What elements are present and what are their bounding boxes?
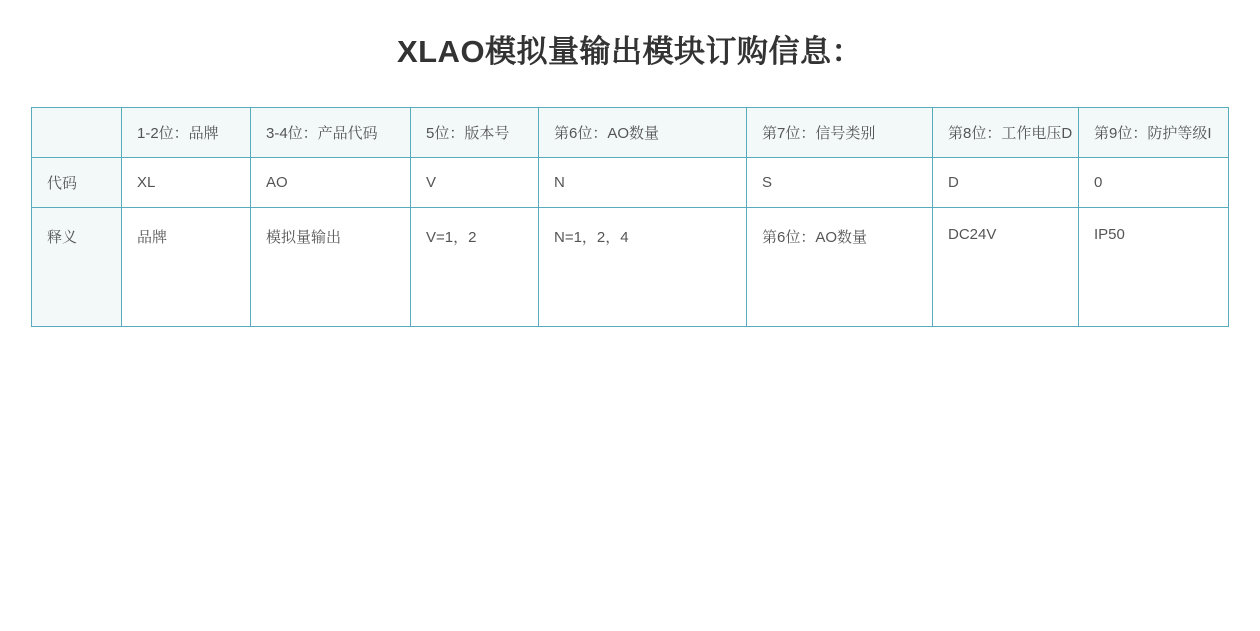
row-label-code: 代码: [32, 158, 122, 208]
table-row-meaning: [32, 208, 1229, 327]
header-cell-empty: [32, 108, 122, 158]
header-cell-version: 5位：版本号: [411, 108, 539, 158]
meaning-cell-version: V=1，2: [411, 208, 539, 327]
meaning-cell-signal-type: 第6位：AO数量: [747, 208, 933, 327]
header-cell-ao-count: 第6位：AO数量: [539, 108, 747, 158]
code-cell-version: V: [411, 158, 539, 208]
page-title: XLAO模拟量输出模块订购信息：: [396, 34, 864, 69]
table-header-row: [32, 108, 1229, 158]
meaning-cell-product-code: 模拟量输出: [251, 208, 411, 327]
meaning-cell-voltage: DC24V: [933, 208, 1079, 327]
table-row-code: [32, 158, 1229, 208]
code-cell-voltage: D: [933, 158, 1079, 208]
row-label-meaning: 释义: [32, 208, 122, 327]
header-cell-signal-type: 第7位：信号类别: [747, 108, 933, 158]
meaning-cell-brand: 品牌: [122, 208, 251, 327]
code-cell-protection: 0: [1079, 158, 1229, 208]
code-cell-brand: XL: [122, 158, 251, 208]
code-cell-product-code: AO: [251, 158, 411, 208]
code-cell-ao-count: N: [539, 158, 747, 208]
header-cell-voltage: 第8位：工作电压D: [933, 108, 1079, 158]
header-cell-protection: 第9位：防护等级I: [1079, 108, 1229, 158]
header-cell-brand: 1-2位：品牌: [122, 108, 251, 158]
header-cell-product-code: 3-4位：产品代码: [251, 108, 411, 158]
code-cell-signal-type: S: [747, 158, 933, 208]
meaning-cell-ao-count: N=1，2，4: [539, 208, 747, 327]
meaning-cell-protection: IP50: [1079, 208, 1229, 327]
order-info-table: [31, 107, 1229, 327]
